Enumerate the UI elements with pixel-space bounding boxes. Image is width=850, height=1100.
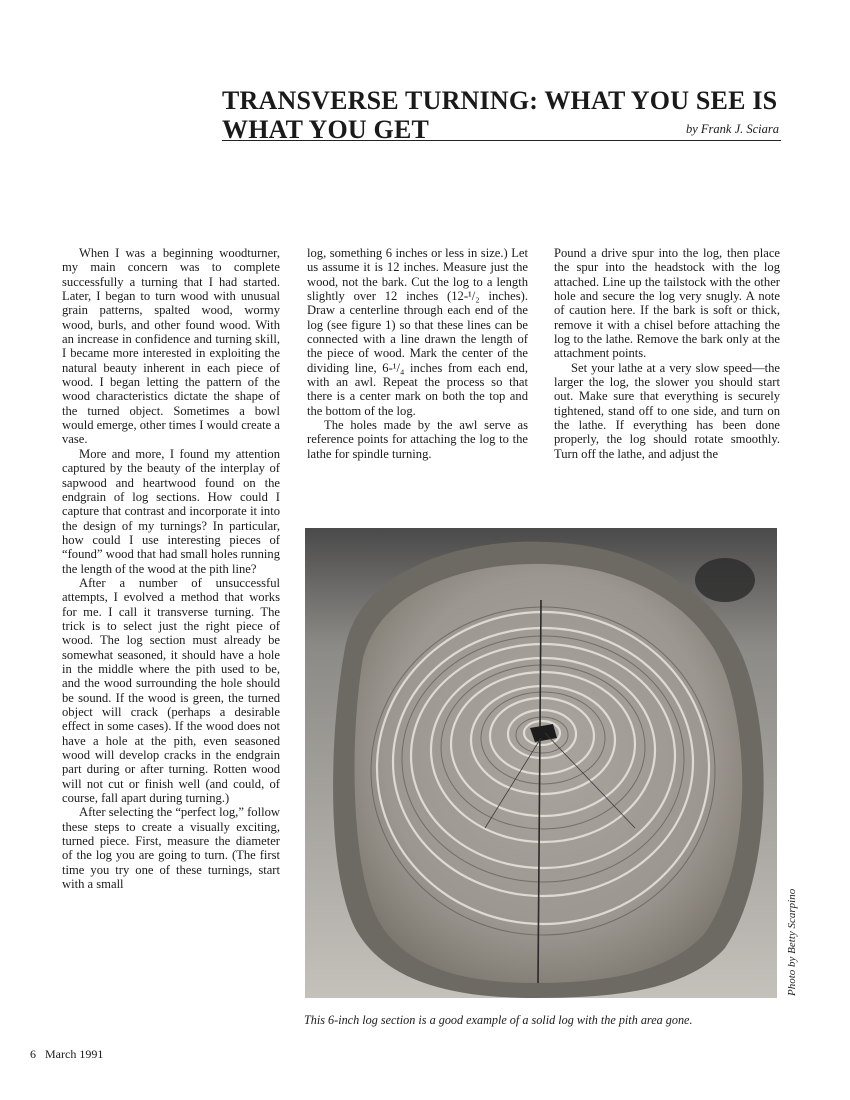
log-section-photo [305,528,777,998]
paragraph: The holes made by the awl serve as reference points for attaching the log to the lathe for spindle turning. [307,418,528,461]
article-title-line-2: WHAT YOU GET [222,115,430,144]
paragraph: Pound a drive spur into the log, then place the spur into the headstock with the log attached. Line up the tailstock with the other hole and secure the log very snugly. A note of caution here. If the bark is soft or thick, remove it with a chisel before attaching the log to the lathe. Remove the bark only at the attachment points. [554,246,780,361]
title-rule [222,140,781,141]
text-column-2 [307,246,528,461]
log-endgrain-image [305,528,777,998]
photo-credit-text: Photo by Betty Scarpino [786,888,798,996]
paragraph: log, something 6 inches or less in size.) Let us assume it is 12 inches. Measure just the wood, not the bark. Cut the log to a length slightly over 12 inches (12-¹/₂ inches). Draw a centerline through each end of the log (see figure 1) so that these lines can be connected with a line drawn the length of the piece of wood. Mark the center of the dividing line, 6-¹/₄ inches from each end, with an awl. Repeat the process so that there is a center mark on both the top and the bottom of the log. [307,246,528,418]
paragraph: After a number of unsuccessful attempts, I evolved a method that works for me. I call it transverse turning. The trick is to select just the right piece of wood. The log section must already be somewhat seasoned, it should have a hole in the middle where the pith used to be, and the wood surrounding the hole should be sound. If the wood is green, the turned object will crack (perhaps a desirable effect in some cases). If the wood does not have a hole at the pith, even seasoned wood will develop cracks in the endgrain part during or after turning. Rotten wood will not cut or finish well (and could, of course, fall apart during turning.) [62,575,280,806]
text-column-1 [62,246,280,891]
photo-credit [784,872,798,998]
issue-date: March 1991 [45,1047,104,1061]
paragraph: Set your lathe at a very slow speed—the larger the log, the slower you should start out. Make sure that everything is securely tightened, stand off to one side, and turn on the lathe. If everything has been done properly, the log should rotate smoothly. Turn off the lathe, and adjust the [554,360,780,461]
page-footer [30,1047,103,1062]
paragraph: After selecting the “perfect log,” follow these steps to create a visually exciting, turned piece. First, measure the diameter of the log you are going to turn. (The first time you try one of these turnings, start with a small [62,805,280,892]
paragraph: More and more, I found my attention captured by the beauty of the interplay of sapwood and heartwood found on the endgrain of log sections. How could I capture that contrast and incorporate it into the design of my turnings? In particular, how could I use interesting pieces of “found” wood that had small holes running the length of the wood at the pith line? [62,446,280,576]
article-title-line-1: TRANSVERSE TURNING: WHAT YOU SEE IS [222,86,778,115]
photo-caption: This 6-inch log section is a good example of a solid log with the pith area gone. [304,1013,693,1027]
text-column-3 [554,246,780,461]
paragraph: When I was a beginning woodturner, my main concern was to complete successfully a turning that I had started. Later, I began to turn wood with unusual grain patterns, spalted wood, wormy wood, burls, and other found wood. With an increase in confidence and turning skill, I became more interested in exploiting the natural beauty inherent in each piece of wood. I began letting the pattern of the wood characteristics dictate the shape of the turned object. Sometimes a bowl would emerge, other times I would create a vase. [62,246,280,447]
byline: by Frank J. Sciara [685,122,779,136]
page-number: 6 [30,1047,36,1061]
